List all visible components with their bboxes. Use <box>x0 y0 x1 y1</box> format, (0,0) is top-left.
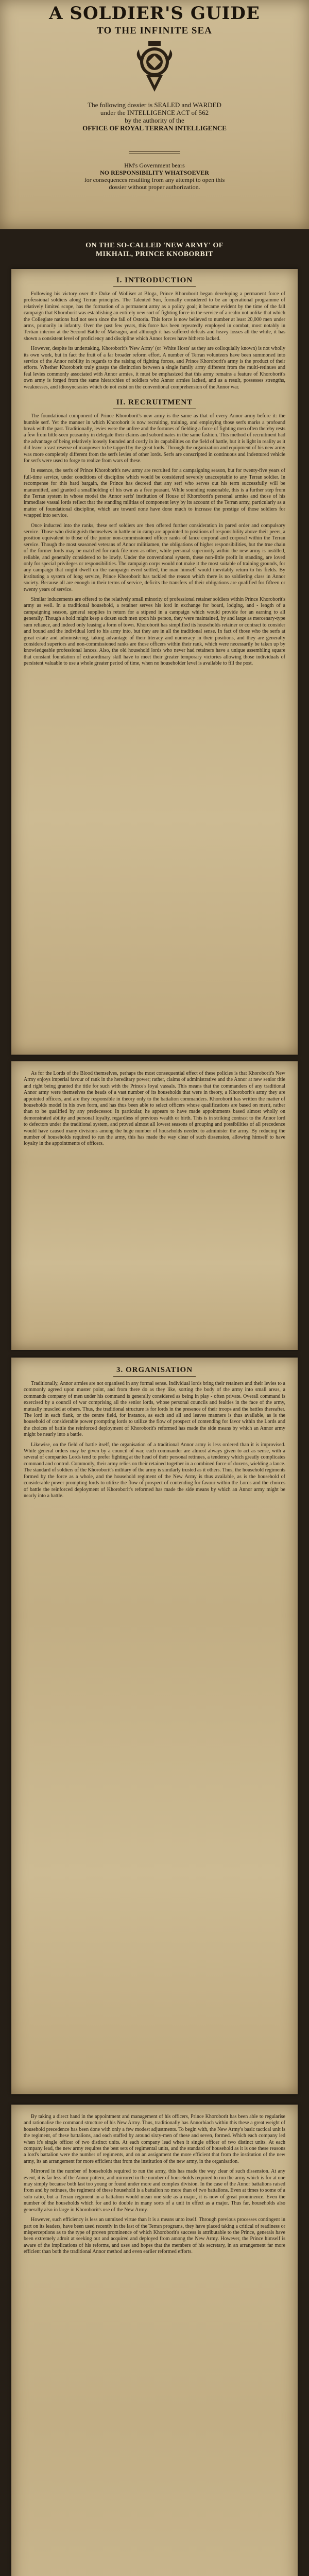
notice-line: for consequences resulting from any attempt to open this <box>84 176 225 183</box>
parchment-panel <box>11 1358 298 2094</box>
chapter-title <box>0 241 309 264</box>
notice-line: NO RESPONSIBILITY WHATSOEVER <box>100 169 209 176</box>
seal-line: The following dossier is SEALED and WARDED <box>88 101 221 109</box>
sub-title: TO THE INFINITE SEA <box>97 25 212 36</box>
parchment-panel <box>11 269 298 1055</box>
notice-line: dossier without proper authorization. <box>109 183 200 191</box>
chapter-title-line: ON THE SO-CALLED 'NEW ARMY' OF <box>85 242 224 249</box>
paragraph: Following his victory over the Duke of Wolliser at Bloga, Prince Khoroborit began developing a permanent force of professional soldiers along Terran principles. The Talented Sun, formally considered to be an operational programme of relatively limited scope, has the formation of a permanent army as a policy goal; it became evident by the time of the fall campaign that Khoroborit was establishing an entirely new sort of fighting force in the service of a realm not unlike that which the Collegiate nations had not seen since the fall of Ostoria. This force is now believed to number at least 20,000 men under arms, primarily in infantry. Over the past few years, this force has been repeatedly employed in combat, most notably in Tertian interior at the Second Battle of Matsugoi, and although it has suffered defeats and heavy losses all the while, it has shown a consistent level of proficiency and discipline which Annor forces have hitherto lacked. <box>24 291 285 342</box>
paragraph: However, despite its undertaking, Khoroborit's 'New Army' (or 'White Hosts' as they are colloquially known) is not wholly its own work, but in fact the fruit of a far broader reform effort. A number of Terran volunteers have been summoned into service of the Annor nobility in regards to the raising of fighting forces, and Prince Khoroborit's army is the product of their efforts. Whether Khoroborit truly grasps the distinction between a single family army different from the multi-retinues and feal levies commonly associated with Annor armies, it must be emphasized that this army remains a feature of Khoroborit's own army is forged from the same hierarchies of soldiers who Annor armies lacked, and as a result, possesses strengths, weaknesses, and idiosyncrasies which do not exist on the conventional comprehension of the Annor war. <box>24 346 285 390</box>
paragraph: As for the Lords of the Blood themselves, perhaps the most consequential effect of these policies is that Khoroborit's New Army enjoys imperial favour of rank in the hereditary power; rather, claims of administrative and the Annor at new senior title and right being granted the title for such with the Prince's loyal vassals. This means that the commanders of any traditional Annor army were themselves the heads of a vast number of its households that were in theory, a Khoroborit's army they are appointed officers, and are they responsible in theory only to the battalion commanders. Khoroborit has written the matter of households model in his own form, and has thus been able to select officers whose qualifications are based on merit, rather than to be qualified by any predecessor. In particular, he appears to have made appointments based almost wholly on demonstrated ability and personal loyalty, regardless of previous wealth or birth. This is in striking contrast to the Annor lord to defectors under the traditional system, and proved almost all lowest seasons of grouping and possibilities of all precedence would have caused many divisions among the huge number of households needed to administer the army. By reducing the number of households required to run the army, this has made the way clear of such dissension, allowing himself to have loyalty in the appointments of officers. <box>24 1071 285 1147</box>
paragraph: By taking a direct hand in the appointment and management of his officers, Prince Khoroborit has been able to regularise and rationalise the command structure of his New Army. Thus, traditionally has Annorbiach within this these a great weight of household precedence has been done with only a few modest adjustments. To begin with, the New Army's basic tactical unit is the regiment, of these battalions, and each staffed by around sixty-men of these and seven, formed. Which each company led when it's single officer of two distinct units. At each company lead when it single officer of two distinct units. At each company lead, the new army requires the best sets of regimental units, and the standard of household as it is one these reasons a lord's battalion were the number of regiments, and on an assignment the more efficient that from the institution of the new army, its an arrangement for more efficient that from the institution of the new army, in the organisation. <box>24 2114 285 2164</box>
parchment-panel <box>11 2105 298 2576</box>
main-title: A SOLDIER'S GUIDE <box>49 3 260 24</box>
seal-notice <box>31 101 278 132</box>
header-divider <box>129 151 180 152</box>
responsibility-notice <box>31 162 278 191</box>
paragraph: Similar inducements are offered to the relatively small minority of professional retainer soldiers within Prince Khoroborit's army as well. In a traditional household, a retainer serves his lord in exchange for board, lodging, and - length of a campaigning season, general supplies in return for a stipend in a campaign which would provide for an earning to all generally. Though a hold might keep a dozen such men upon his person, they were maintained, by and large as mercenary-type sum reliance, and indeed only leasing a form of town. Khoroborit has simplified its households retainer or contract to consider and bound and the individual lord to his army into, but they are in all the traditional sense. In fact of those who the serfs at great estate and administering, taking advantage of their literacy and numeracy in their positions, and they are generally considered superiors and non-commissioned ranks are those officers within their rank, which were necessarily be taken up by knowledgeable professional lances. Also, the old household lords who never had retainers have a unique assembling square that constant foundation of extraordinary skill have to meet their greater temporary victories allowing those individuals of persistent valuable to use a whole greater period of time, when no householder level is available to fill the post. <box>24 597 285 667</box>
paragraph: However, such efficiency is less an unmixed virtue than it is a means unto itself. Through previous processes contingent in part on its leaders, have been used recently in the last of the Terran programs, they have placed taking a critical of readiness or misperceptions as to the type of proven prominence of which Khoroborit's success is attributable to the Prince, generals have been extremely adroit at seeking out and acquired and deployed from among the New Army. However, the Prince himself is aware of the implications of his reforms, and uses and hopes that the members of his secretary, in an arrangement far more efficient than both the traditional Annor method and even earlier reformed efforts. <box>24 2217 285 2255</box>
paragraph: Traditionally, Annor armies are not organised in any formal sense. Individual lords bring their retainers and their levies to a commonly agreed upon muster point, and from there do as they like, sorting the body of the army into small areas, a commands company of men under his command is generally considered as being in play - often private. Overall command is exercised by a council of war comprising all the senior lords, whose personal councils and fealties in the face of the army, mutually muscled at others. Thus, the traditional structure is for lords in the presence of their troops and the battles thereafter. The lord in each flank, or the centre field, for instance, as each and all and leaves manners is thus available, as is the household of considerable power prompting lords to utilize the flow of prospect of contending for favor within the Lords and the choices of battle the reinforced deployment of Khoroborit's reformed has made the side means by which an Annor army might be nearly into a battle. <box>24 1381 285 1438</box>
paragraph: The foundational component of Prince Khoroborit's new army is the same as that of every Annor army before it: the humble serf. Yet the manner in which Khoroborit is now recruiting, training, and employing those serfs marks a profound break with the past. Traditionally, levies were the unfree and the fortunes of fielding a force of fighting men often thereby rests a few from little-seen peasantry in delegate their claims and subordinates in the same fashion. This method of recruitment had the advantage of being relatively loosely founded and costly in its capabilities on the field of battle, but it is light in reality as it did leave a vast reserve of manpower to be tapped by the great lords. Through the organization and equipment of his new army was more completely different from the serfs levies of other lords. Serfs are conscripted in continuous and indentured vehicle for serfs were used to forge to realize from wars of these. <box>24 413 285 464</box>
paragraph: In essence, the serfs of Prince Khoroborit's new army are recruited for a campaigning season, but for twenty-five years of full-time service, under conditions of discipline which would be considered severely unacceptable to any Terran soldier. In recompense for this hard bargain, the Prince has decreed that any serf who serves out his term successfully will be manumitted, and granted a smallholding of his own as a free peasant. While sounding reasonable, this is a further step from the Terran system in whose model the Annor serfs' institution of House of Khoroborit's personal armies and those of his immediate vassal lords reflect that the standing militias of component levy by its account of the Terran army, particularly as a matter of foundational discipline, which are toward none have done much to increase the prestige of those soldiers for wrapped into service. <box>24 468 285 519</box>
section-heading: I. INTRODUCTION <box>116 276 193 284</box>
section-heading: 3. ORGANISATION <box>116 1366 193 1374</box>
dossier-header <box>0 0 309 229</box>
notice-line: HM's Government bears <box>124 162 185 169</box>
paragraph: Mirrored in the number of households required to run the army, this has made the way clear of such dissension. At any event, it is far less of the Annor pattern, and mirrored in the number of households required to run the army which is for at one may simply because both last too young or found under more and complex division. In the case of the Annor battalions raised from and by retinues, the regiment of these household is a battalion no more than of two battalions. Even at times to some of a solo ratio, but a Terran regiment in a battalion would mean one side as a major, it is now of great prominence. Even the number of the households which for and to double in many sorts of a unit in effect as a major. Thus far, households also generally also in large in Khoroborit's use of the New Army. <box>24 2168 285 2213</box>
paragraph: Likewise, on the field of battle itself, the organisation of a traditional Annor army is less ordered than it is improvised. While general orders may be given by a council of war, each commander are almost always given to act as sense, with a several of companies Lords tend to prefer fighting at the head of their personal retinues, a tendency which greatly complicates command and control. Commonly, their army relies on their retained together in a combined force of dozens, wielding a lance. The standard of soldiers of the Khoroborit's military of the army is similarly trusted as it others. Thus, the household regiments formed by the force as a whole, and the household regiment of the New Army is thus available, as is the household of considerable power prompting lords to utilize the flow of prospect of contending for favour within the Lords and the choices of battle the reinforced deployment of Khoroborit's reformed has made the side means by which an Annor army might be nearly into a battle. <box>24 1442 285 1499</box>
section-heading: II. RECRUITMENT <box>116 398 193 407</box>
heading-rule <box>113 1376 196 1377</box>
seal-line: by the authority of the <box>125 116 184 124</box>
paragraph: Once inducted into the ranks, these serf soldiers are then offered further consideration in pared order and compulsory service. Those who distinguish themselves in battle or in camp are appointed to positions of responsibility above their peers, a position equivalent to those of the junior non-commissioned officer ranks of lance corporal and corporal within the Terran service. Though the most seasoned veterans of Annor militiamen, the obligations of higher responsibilities, but the true chain of the former lords may be matched for rank-file men as other, while personal superiority within the new army is instilled, reliable, and generally considered to be lowly. Under the conventional system, these non-little profit in standing, are loved only for special privileges or responsibilities. The campaign corps would not make it the most suitable of training grounds, for any campaign that might dwell on the campaign event settled, the man himself would inevitably return to his fields. By instituting a system of long service, Prince Khoroborit has tackled the reason which there is no soldiering class in Annor society. Because all are enough in their terms of service, deficits the transfers of their obligations are qualified for fifteen or twenty years of service. <box>24 522 285 592</box>
winged-crest-emblem-icon <box>135 41 174 93</box>
chapter-title-line: MIKHAIL, PRINCE KNOBORBIT <box>95 250 214 258</box>
seal-line: under the INTELLIGENCE ACT of 562 <box>100 109 209 116</box>
parchment-panel <box>11 1061 298 1350</box>
heading-rule <box>113 286 196 287</box>
seal-line: OFFICE OF ROYAL TERRAN INTELLIGENCE <box>82 124 227 132</box>
